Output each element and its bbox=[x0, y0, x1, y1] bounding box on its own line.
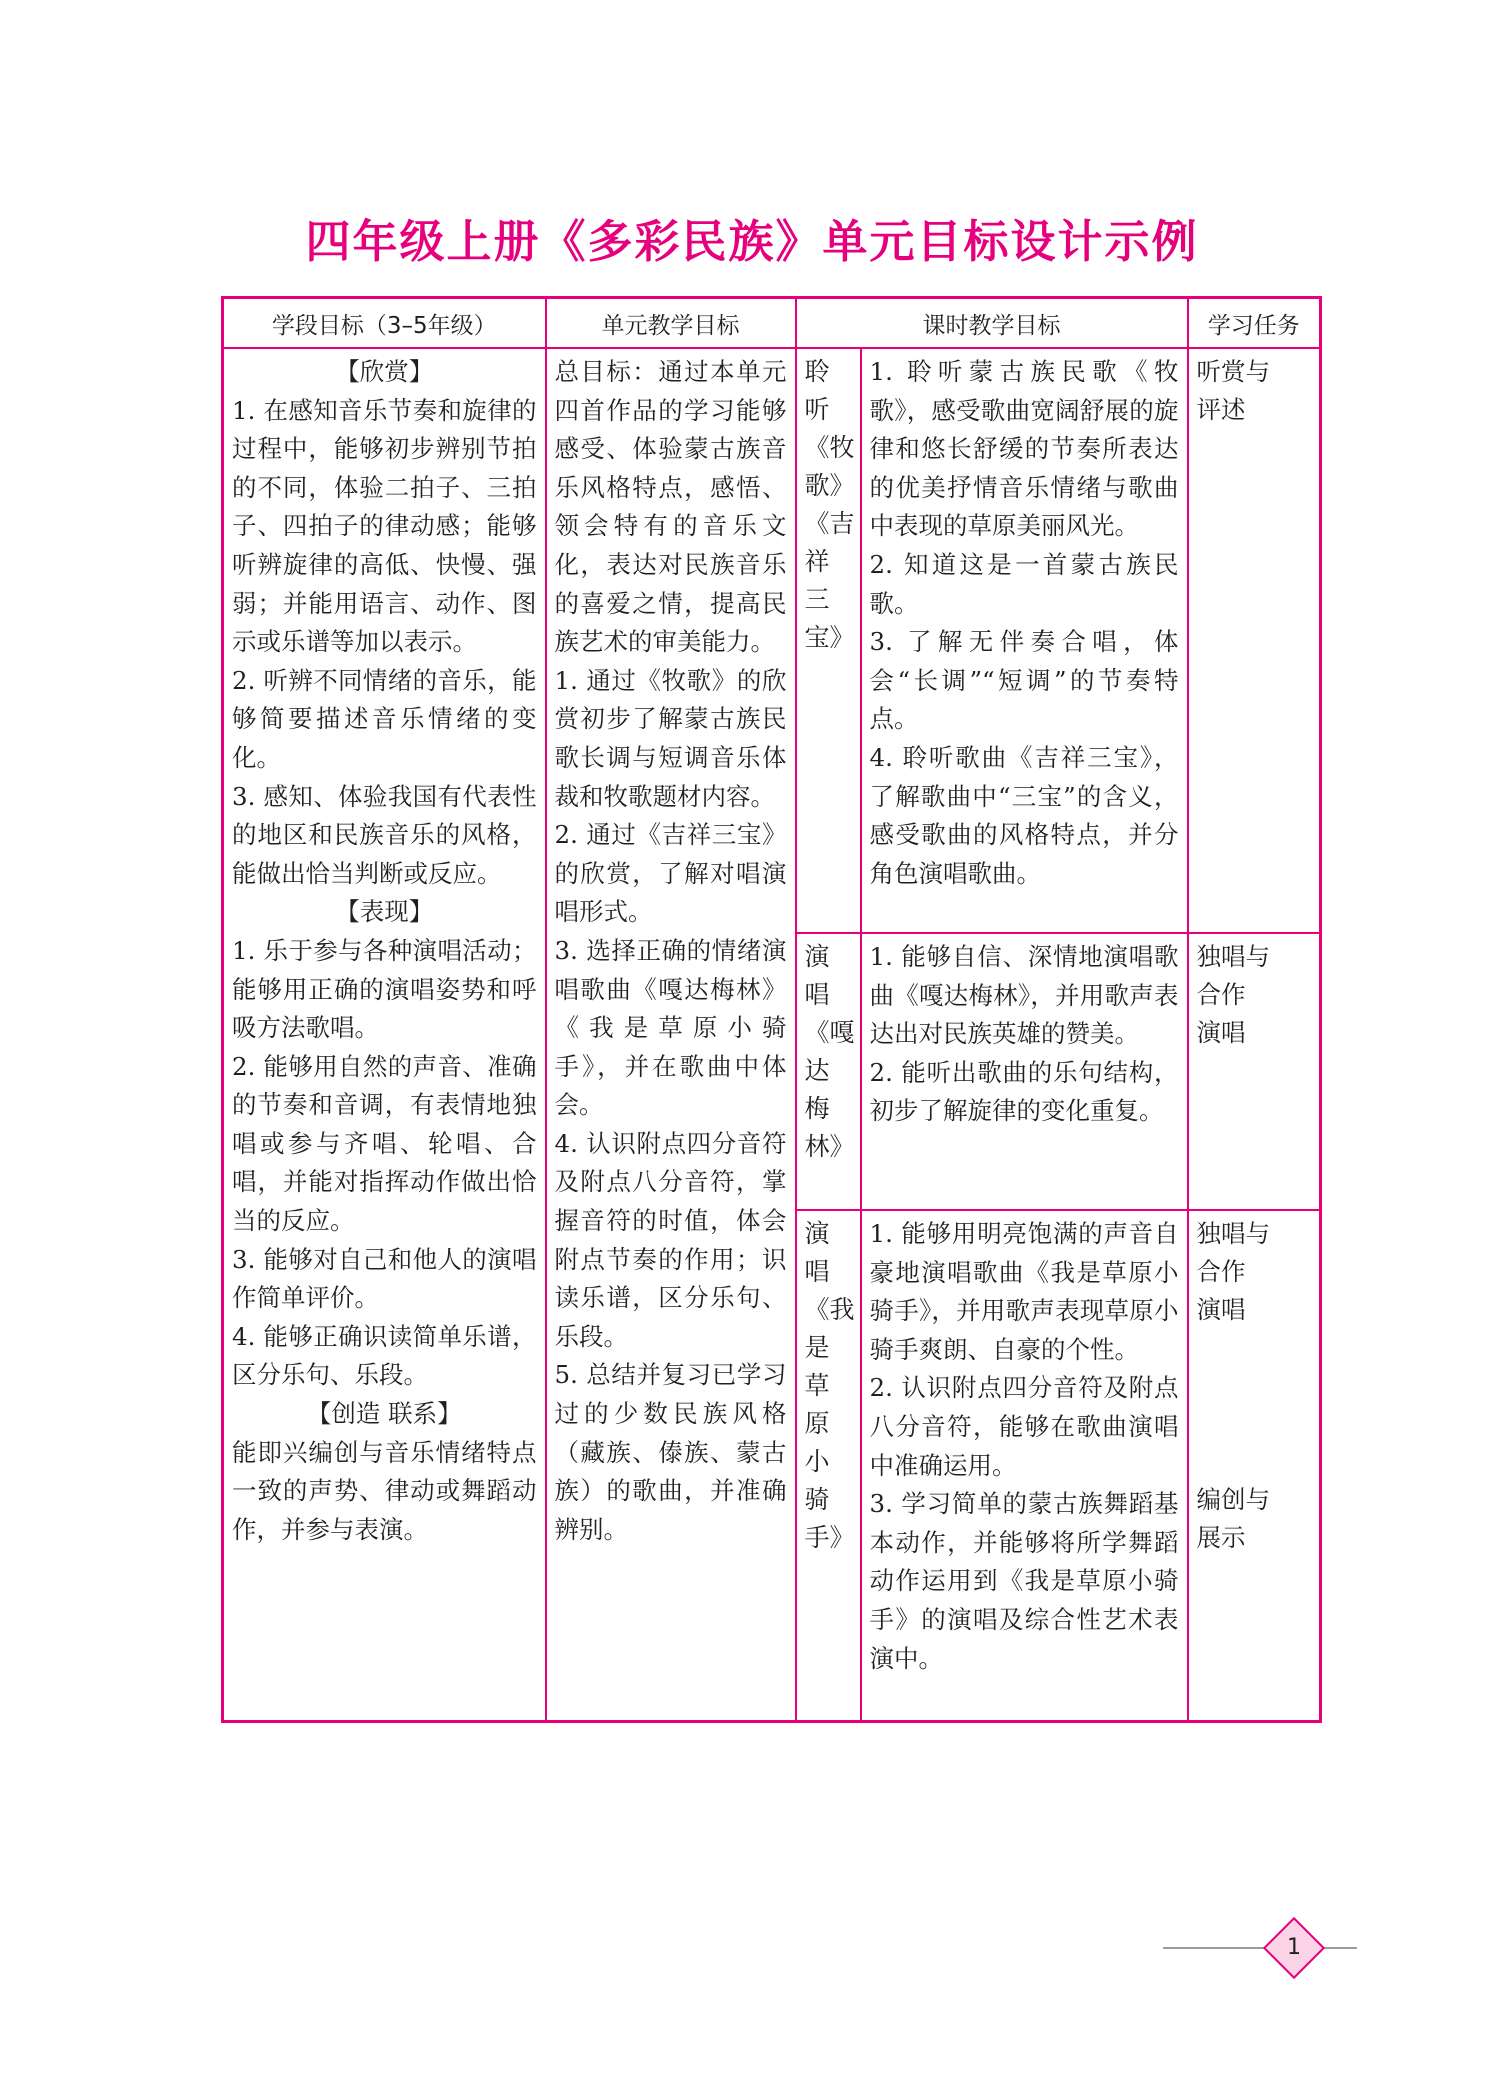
unit-goal-item: 3. 选择正确的情绪演唱歌曲《嘎达梅林》《我是草原小骑手》，并在歌曲中体会。 bbox=[554, 935, 787, 1120]
table-row bbox=[223, 348, 1321, 933]
lesson-goal-item: 2. 认识附点四分音符及附点八分音符，能够在歌曲演唱中准确运用。 bbox=[869, 1373, 1179, 1480]
appreciation-item: 3. 感知、体验我国有代表性的地区和民族音乐的风格，能做出恰当判断或反应。 bbox=[232, 781, 537, 888]
unit-goal-overall: 总目标：通过本单元四首作品的学习能够感受、体验蒙古族音乐风格特点，感悟、领会特有的音乐文化，表达对民族音乐的喜爱之情，提高民族艺术的审美能力。 bbox=[554, 357, 787, 657]
unit-goal-item: 2. 通过《吉祥三宝》的欣赏，了解对唱演唱形式。 bbox=[554, 820, 787, 927]
lesson-goal-item: 1. 聆听蒙古族民歌《牧歌》，感受歌曲宽阔舒展的旋律和悠长舒缓的节奏所表达的优美抒情音乐情绪与歌曲中表现的草原美丽风光。 bbox=[869, 357, 1179, 541]
lesson-label: 演唱《嘎达梅林》 bbox=[804, 942, 855, 1161]
learning-task-cell bbox=[1188, 1210, 1321, 1721]
learning-task-cell bbox=[1188, 348, 1321, 933]
lesson-goal-item: 4. 聆听歌曲《吉祥三宝》，了解歌曲中“三宝”的含义，感受歌曲的风格特点，并分角色演唱歌曲。 bbox=[869, 742, 1179, 888]
footer-rule bbox=[1163, 1947, 1357, 1949]
learning-task-line: 展示 bbox=[1196, 1523, 1246, 1552]
appreciation-item: 2. 听辨不同情绪的音乐，能够简要描述音乐情绪的变化。 bbox=[232, 665, 537, 772]
header-unit-goals: 单元教学目标 bbox=[546, 298, 796, 349]
lesson-goal-item: 2. 能听出歌曲的乐句结构，初步了解旋律的变化重复。 bbox=[869, 1057, 1179, 1126]
appreciation-heading: 【欣赏】 bbox=[335, 357, 434, 386]
table-header-row bbox=[223, 298, 1321, 349]
learning-task-line: 合作 bbox=[1196, 980, 1246, 1009]
learning-task-line: 独唱与 bbox=[1196, 1219, 1270, 1248]
lesson-goal-item: 3. 学习简单的蒙古族舞蹈基本动作，并能够将所学舞蹈动作运用到《我是草原小骑手》的演唱及综合性艺术表演中。 bbox=[869, 1489, 1179, 1673]
performance-item: 1. 乐于参与各种演唱活动；能够用正确的演唱姿势和呼吸方法歌唱。 bbox=[232, 935, 537, 1043]
header-stage-goals: 学段目标（3–5年级） bbox=[223, 298, 546, 349]
lesson-label-cell bbox=[796, 1210, 861, 1721]
learning-task-line: 听赏与 bbox=[1196, 357, 1270, 386]
learning-task-line: 合作 bbox=[1196, 1257, 1246, 1286]
lesson-label-cell bbox=[796, 933, 861, 1210]
appreciation-item: 1. 在感知音乐节奏和旋律的过程中，能够初步辨别节拍的不同，体验二拍子、三拍子、四拍子的律动感；能够听辨旋律的高低、快慢、强弱；并能用语言、动作、图示或乐谱等加以表示。 bbox=[232, 395, 537, 657]
unit-goals-table bbox=[221, 296, 1322, 1723]
learning-task-cell bbox=[1188, 933, 1321, 1210]
lesson-goals-cell bbox=[861, 933, 1188, 1210]
creation-item: 能即兴编创与音乐情绪特点一致的声势、律动或舞蹈动作，并参与表演。 bbox=[232, 1437, 537, 1544]
header-lesson-goals: 课时教学目标 bbox=[796, 298, 1188, 349]
lesson-goal-item: 1. 能够自信、深情地演唱歌曲《嘎达梅林》，并用歌声表达出对民族英雄的赞美。 bbox=[869, 942, 1179, 1049]
stage-goals-cell bbox=[223, 348, 546, 1721]
unit-goal-item: 1. 通过《牧歌》的欣赏初步了解蒙古族民歌长调与短调音乐体裁和牧歌题材内容。 bbox=[554, 665, 787, 811]
lesson-goals-cell bbox=[861, 1210, 1188, 1721]
header-learning-tasks: 学习任务 bbox=[1188, 298, 1321, 349]
page-number: 1 bbox=[1287, 1935, 1301, 1960]
lesson-goal-item: 3. 了解无伴奏合唱，体会“长调”“短调”的节奏特点。 bbox=[869, 627, 1179, 734]
unit-goals-cell bbox=[546, 348, 796, 1721]
unit-goal-item: 5. 总结并复习已学习过的少数民族风格（藏族、傣族、蒙古族）的歌曲，并准确辨别。 bbox=[554, 1360, 787, 1544]
learning-task-line: 演唱 bbox=[1196, 1018, 1246, 1047]
learning-task-line: 演唱 bbox=[1196, 1295, 1246, 1324]
lesson-goal-item: 1. 能够用明亮饱满的声音自豪地演唱歌曲《我是草原小骑手》，并用歌声表现草原小骑手爽朗、自豪的个性。 bbox=[869, 1219, 1179, 1364]
lesson-label: 聆听《牧歌》《吉祥三宝》 bbox=[804, 357, 855, 652]
page-title: 四年级上册《多彩民族》单元目标设计示例 bbox=[305, 215, 1199, 268]
performance-item: 3. 能够对自己和他人的演唱作简单评价。 bbox=[232, 1244, 537, 1313]
performance-item: 2. 能够用自然的声音、准确的节奏和音调，有表情地独唱或参与齐唱、轮唱、合唱，并能对指挥动作做出恰当的反应。 bbox=[232, 1051, 537, 1236]
learning-task-line: 评述 bbox=[1196, 395, 1246, 424]
performance-item: 4. 能够正确识读简单乐谱，区分乐句、乐段。 bbox=[232, 1321, 537, 1390]
lesson-goals-cell bbox=[861, 348, 1188, 933]
learning-task-line: 编创与 bbox=[1196, 1485, 1270, 1514]
unit-goal-item: 4. 认识附点四分音符及附点八分音符，掌握音符的时值，体会附点节奏的作用；识读乐谱，区分乐句、乐段。 bbox=[554, 1128, 787, 1351]
lesson-label-cell bbox=[796, 348, 861, 933]
performance-heading: 【表现】 bbox=[335, 897, 434, 927]
creation-heading: 【创造 联系】 bbox=[306, 1399, 462, 1429]
learning-task-line: 独唱与 bbox=[1196, 942, 1270, 971]
lesson-label: 演唱《我是草原小骑手》 bbox=[804, 1219, 855, 1552]
lesson-goal-item: 2. 知道这是一首蒙古族民歌。 bbox=[869, 549, 1179, 618]
